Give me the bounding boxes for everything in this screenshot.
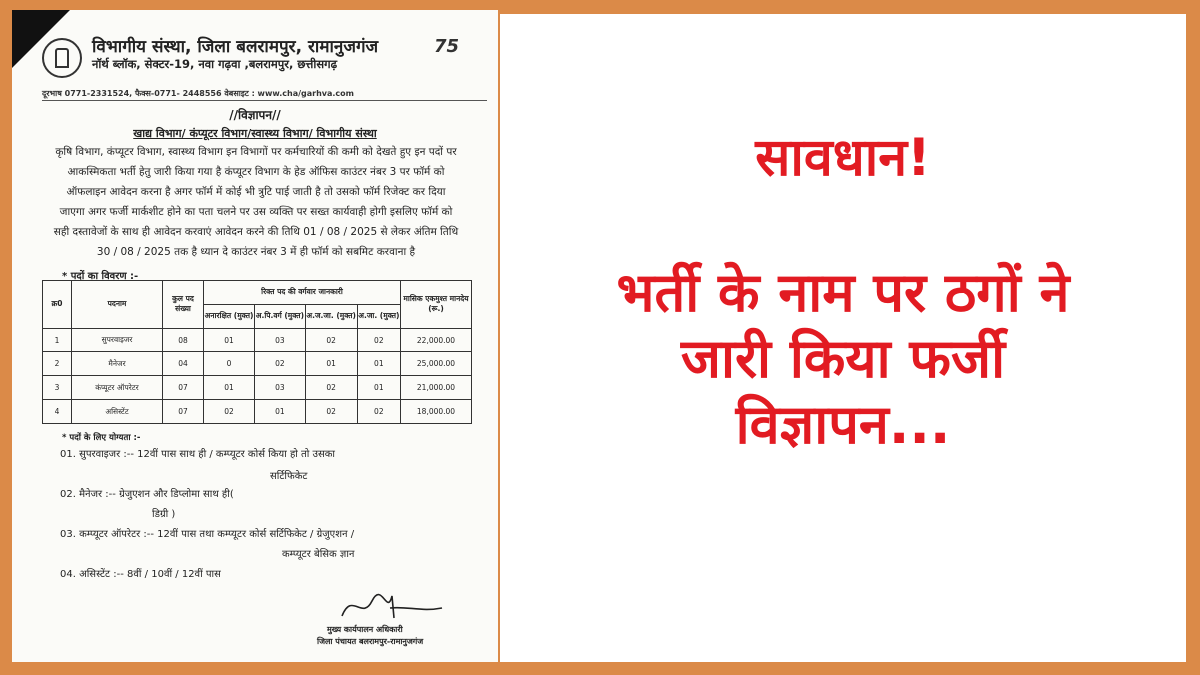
table-row — [43, 328, 472, 352]
col-header-total: कुल पद संख्या — [163, 281, 204, 329]
col-header-category-group: रिक्त पद की वर्गवार जानकारी — [204, 281, 401, 305]
cell-c1: 0 — [204, 352, 255, 376]
headline-line: विज्ञापन... — [735, 393, 951, 456]
org-address: नॉर्थ ब्लॉक, सेक्टर-19, नवा गढ़वा ,बलरामपुर, छत्तीसगढ़ — [92, 57, 338, 71]
cell-post: मैनेजर — [72, 352, 163, 376]
cell-sno: 1 — [43, 328, 72, 352]
cell-salary: 22,000.00 — [401, 328, 472, 352]
table-title: * पदों का विवरण :- — [62, 271, 139, 282]
divider — [42, 100, 487, 101]
signatory-title: मुख्य कार्यपालन अधिकारी — [327, 625, 403, 634]
body-line: जाएगा अगर फर्जी मार्कशीट होने का पता चलने पर उस व्यक्ति पर सख्त कार्यवाही होगी इसलिए फॉर्म को — [59, 206, 453, 218]
col-header-category: अ.ज.जा. (मुक्त) — [305, 304, 357, 328]
notice-body — [24, 142, 488, 262]
cell-sno: 4 — [43, 400, 72, 424]
org-name: विभागीय संस्था, जिला बलरामपुर, रामानुजगंज — [92, 37, 379, 57]
qualification-line: डिग्री ) — [152, 509, 176, 520]
contact-line: दूरभाष 0771-2331524, फैक्स-0771- 2448556 वेबसाइट : www.cha/garhva.com — [42, 89, 355, 98]
headline-line: जारी किया फर्जी — [680, 327, 1006, 390]
col-header-category: अ.पि.वर्ग (मुक्त) — [255, 304, 306, 328]
signature-image — [332, 586, 452, 626]
qualification-line: सर्टिफिकेट — [270, 471, 308, 482]
col-header-category: अ.जा. (मुक्त) — [357, 304, 400, 328]
cell-total: 04 — [163, 352, 204, 376]
cell-salary: 18,000.00 — [401, 400, 472, 424]
cell-c1: 01 — [204, 328, 255, 352]
col-header-salary: मासिक एकमुश्त मानदेय (रू.) — [401, 281, 472, 329]
cell-c3: 01 — [305, 352, 357, 376]
warning-text: सावधान! — [755, 128, 931, 188]
cell-c3: 02 — [305, 400, 357, 424]
cell-c3: 02 — [305, 328, 357, 352]
cell-c2: 01 — [255, 400, 306, 424]
cell-c4: 01 — [357, 352, 400, 376]
azadi-75-logo: 75 — [434, 36, 460, 57]
cell-c2: 02 — [255, 352, 306, 376]
col-header-post: पदनाम — [72, 281, 163, 329]
col-header-sno: क्र0 — [43, 281, 72, 329]
signatory-office: जिला पंचायत बलरामपुर-रामानुजगंज — [317, 637, 424, 646]
qualification-title: * पदों के लिए योग्यता :- — [62, 433, 141, 443]
table-row — [43, 376, 472, 400]
body-line: कृषि विभाग, कंप्यूटर विभाग, स्वास्थ्य विभाग इन विभागों पर कर्मचारियों की कमी को देखते हुए इन पदों पर — [55, 146, 457, 158]
qualification-line: 01. सुपरवाइजर :-- 12वीं पास साथ ही / कम्प्यूटर कोर्स किया हो तो उसका — [60, 449, 336, 460]
body-line: ऑफलाइन आवेदन करना है अगर फॉर्म में कोई भी त्रुटि पाई जाती है तो उसको फॉर्म रिजेक्ट कर दिया — [66, 186, 446, 198]
emblem-icon — [42, 38, 82, 78]
cell-c3: 02 — [305, 376, 357, 400]
cell-salary: 21,000.00 — [401, 376, 472, 400]
cell-salary: 25,000.00 — [401, 352, 472, 376]
cell-post: कंप्यूटर ऑपरेटर — [72, 376, 163, 400]
cell-total: 07 — [163, 400, 204, 424]
cell-c1: 02 — [204, 400, 255, 424]
qualification-line: 03. कम्प्यूटर ऑपरेटर :-- 12वीं पास तथा कम्प्यूटर कोर्स सर्टिफिकेट / ग्रेजुएशन / — [60, 529, 355, 540]
table-row — [43, 352, 472, 376]
cell-sno: 2 — [43, 352, 72, 376]
table-row — [43, 400, 472, 424]
cell-c4: 02 — [357, 328, 400, 352]
posts-table — [42, 280, 472, 424]
body-line: 30 / 08 / 2025 तक है ध्यान दे काउंटर नंबर 3 में ही फॉर्म को सबमिट करवाना है — [96, 246, 416, 258]
body-line: सही दस्तावेजों के साथ ही आवेदन करवाएं आवेदन करने की तिथि 01 / 08 / 2025 से लेकर अंतिम तिथि — [53, 226, 459, 238]
cell-c4: 01 — [357, 376, 400, 400]
col-header-category: अनारक्षित (मुक्त) — [204, 304, 255, 328]
cell-c4: 02 — [357, 400, 400, 424]
body-line: आकस्मिकता भर्ती हेतु जारी किया गया है कंप्यूटर विभाग के हेड ऑफिस काउंटर नंबर 3 पर फॉर्म को — [67, 166, 445, 178]
cell-post: सुपरवाइजर — [72, 328, 163, 352]
notice-document-image — [12, 10, 498, 662]
qualification-line: 04. असिस्टेंट :-- 8वीं / 10वीं / 12वीं पास — [60, 569, 221, 580]
notice-label: //विज्ञापन// — [229, 108, 281, 122]
qualification-line: कम्प्यूटर बेसिक ज्ञान — [282, 549, 355, 560]
cell-c1: 01 — [204, 376, 255, 400]
headline-text — [530, 260, 1156, 458]
cell-c2: 03 — [255, 328, 306, 352]
cell-total: 07 — [163, 376, 204, 400]
headline-panel — [500, 14, 1186, 662]
table-header-row — [43, 281, 472, 305]
cell-sno: 3 — [43, 376, 72, 400]
cell-c2: 03 — [255, 376, 306, 400]
cell-post: असिस्टेंट — [72, 400, 163, 424]
cell-total: 08 — [163, 328, 204, 352]
departments-line: खाद्य विभाग/ कंप्यूटर विभाग/स्वास्थ्य विभाग/ विभागीय संस्था — [133, 127, 377, 140]
qualification-line: 02. मैनेजर :-- ग्रेजुएशन और डिप्लोमा साथ ही( — [60, 489, 234, 500]
headline-line: भर्ती के नाम पर ठगों ने — [616, 261, 1070, 324]
